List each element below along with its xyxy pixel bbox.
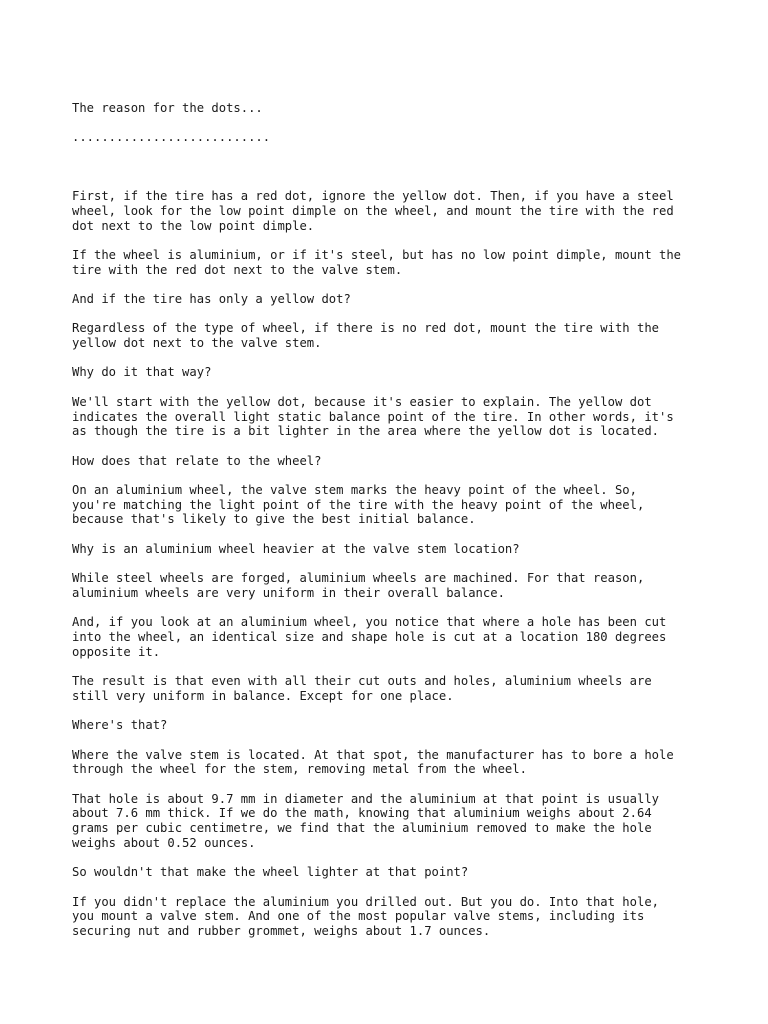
question-lighter: So wouldn't that make the wheel lighter at that point? [72, 865, 469, 880]
paragraph-yellow-rule: Regardless of the type of wheel, if there is no red dot, mount the tire with the yellow dot next to the valve stem. [72, 321, 659, 351]
question-wheres-that: Where's that? [72, 718, 168, 733]
question-wheel-relation: How does that relate to the wheel? [72, 453, 322, 468]
paragraph-aluminium-rule: If the wheel is aluminium, or if it's steel, but has no low point dimple, mount the tire with the red dot next to the valve stem. [72, 247, 682, 277]
paragraph-opposite-holes: And, if you look at an aluminium wheel, you notice that where a hole has been cut into the wheel, an identical size and shape hole is cut at a location 180 degrees opposite it. [72, 615, 667, 659]
question-yellow-only: And if the tire has only a yellow dot? [72, 291, 351, 306]
question-why: Why do it that way? [72, 365, 212, 380]
paragraph-valve-location: Where the valve stem is located. At that spot, the manufacturer has to bore a hole through the wheel for the stem, removing metal from the wheel. [72, 747, 674, 777]
paragraph-yellow-explanation: We'll start with the yellow dot, because it's easier to explain. The yellow dot indicates the overall light static balance point of the tire. In other words, it's as though the tire is a bit lighter in the area where the yellow dot is located. [72, 394, 674, 439]
paragraph-heavy-point: On an aluminium wheel, the valve stem marks the heavy point of the wheel. So, you're matching the light point of the tire with the heavy point of the wheel, because that's likely to give the best initial balance. [72, 483, 645, 527]
paragraph-red-dot-rule: First, if the tire has a red dot, ignore the yellow dot. Then, if you have a steel wheel, look for the low point dimple on the wheel, and mount the tire with the red dot next to the low point dimple. [72, 189, 674, 233]
paragraph-machined: While steel wheels are forged, aluminium wheels are machined. For that reason, aluminium wheels are very uniform in their overall balance. [72, 571, 645, 600]
paragraph-valve-stem-weight: If you didn't replace the aluminium you drilled out. But you do. Into that hole, you mount a valve stem. And one of the most popular valve stems, including its securing nut and rubber grommet, weighs about 1.7 ounces. [72, 894, 659, 938]
dot-separator: ........................... [72, 130, 271, 145]
question-heavier: Why is an aluminium wheel heavier at the valve stem location? [72, 541, 520, 556]
document-title: The reason for the dots... [72, 101, 263, 115]
paragraph-hole-math: That hole is about 9.7 mm in diameter and the aluminium at that point is usually about 7.6 mm thick. If we do the math, knowing that aluminium weighs about 2.64 grams per cubic centimetre, we find that the aluminium removed to make the hole weighs about 0.52 ounces. [72, 791, 659, 850]
document-page [72, 101, 712, 953]
paragraph-uniform-balance: The result is that even with all their cut outs and holes, aluminium wheels are still very uniform in balance. Except for one place. [72, 674, 652, 703]
